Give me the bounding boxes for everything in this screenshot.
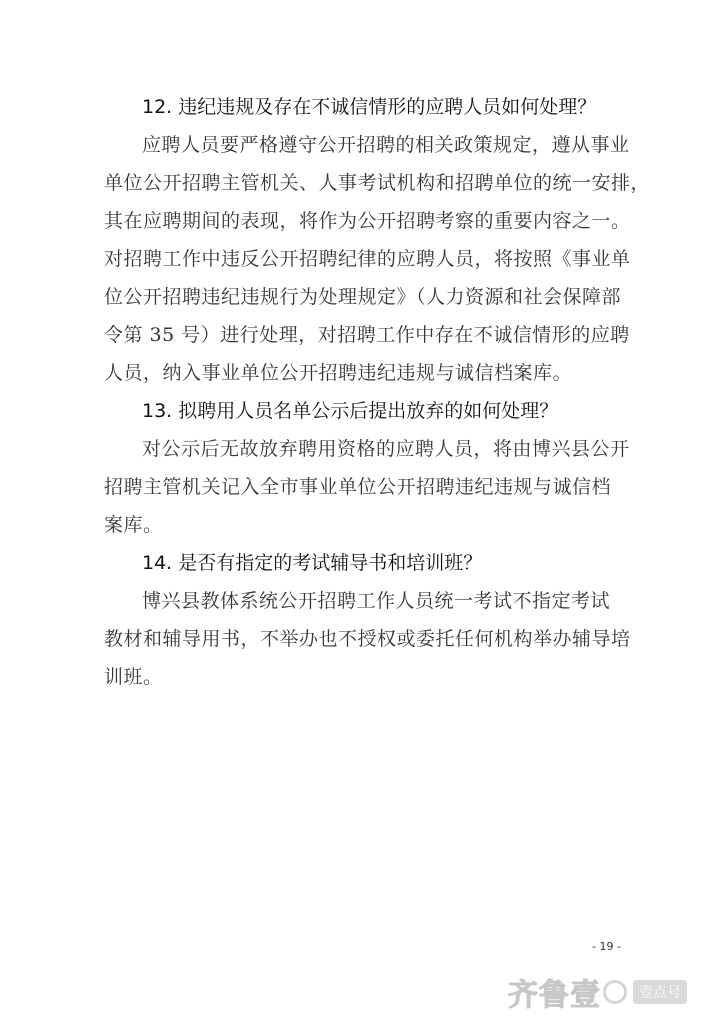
- paragraph-line: 其在应聘期间的表现，将作为公开招聘考察的重要内容之一。: [104, 210, 631, 232]
- paragraph-line: 训班。: [104, 666, 163, 688]
- section-heading-14: 14. 是否有指定的考试辅导书和培训班？: [142, 552, 483, 574]
- watermark-circle-icon: [603, 980, 627, 1004]
- paragraph-line: 博兴县教体系统公开招聘工作人员统一考试不指定考试: [142, 590, 611, 612]
- watermark: [508, 970, 687, 1014]
- paragraph-line: 位公开招聘违纪违规行为处理规定》（人力资源和社会保障部: [104, 286, 622, 308]
- paragraph-line: 单位公开招聘主管机关、人事考试机构和招聘单位的统一安排，: [104, 172, 651, 194]
- section-heading-12: 12. 违纪违规及存在不诚信情形的应聘人员如何处理？: [142, 96, 597, 118]
- page-number: - 19 -: [592, 940, 621, 953]
- paragraph-line: 招聘主管机关记入全市事业单位公开招聘违纪违规与诚信档: [104, 476, 612, 498]
- paragraph-line: 对招聘工作中违反公开招聘纪律的应聘人员，将按照《事业单: [104, 248, 631, 270]
- paragraph-line: 案库。: [104, 514, 163, 536]
- document-body: [104, 88, 651, 696]
- paragraph-line: 对公示后无故放弃聘用资格的应聘人员，将由博兴县公开: [142, 438, 630, 460]
- paragraph-line: 人员，纳入事业单位公开招聘违纪违规与诚信档案库。: [104, 362, 573, 384]
- section-paragraph-12: [104, 126, 651, 392]
- watermark-badge: 壹点号: [633, 980, 687, 1004]
- paragraph-line: 教材和辅导用书，不举办也不授权或委托任何机构举办辅导培: [104, 628, 631, 650]
- paragraph-line: 令第 35 号）进行处理，对招聘工作中存在不诚信情形的应聘: [104, 324, 630, 346]
- section-paragraph-13: [104, 430, 630, 544]
- paragraph-line: 应聘人员要严格遵守公开招聘的相关政策规定，遵从事业: [142, 134, 630, 156]
- section-heading-13: 13. 拟聘用人员名单公示后提出放弃的如何处理？: [142, 400, 559, 422]
- watermark-logo: 齐鲁壹: [508, 978, 601, 1013]
- section-paragraph-14: [104, 582, 631, 696]
